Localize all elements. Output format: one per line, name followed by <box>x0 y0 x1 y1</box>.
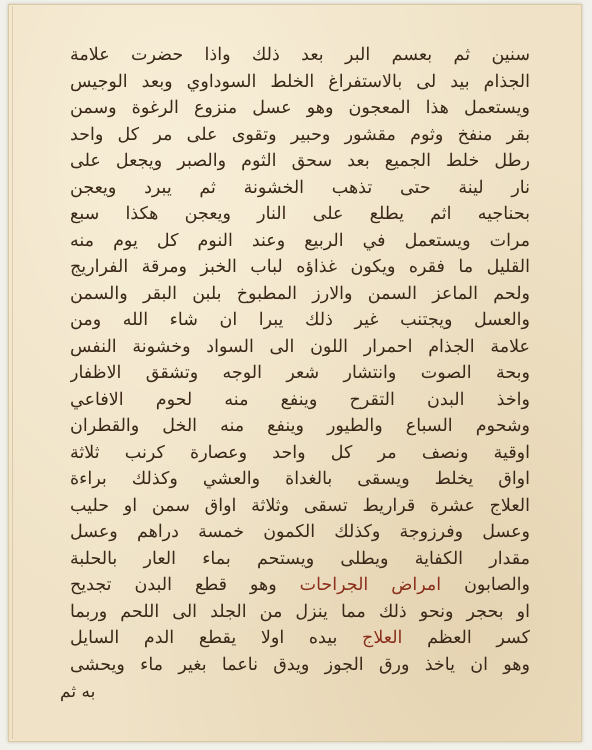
text-line: رطل خلط الجميع بعد سحق الثوم والصبر ويجعل على <box>70 151 530 171</box>
text-line: وشحوم السباع والطيور وينفع منه الخل والقطران <box>70 416 530 436</box>
rubric-text: العلاج <box>362 628 403 648</box>
text-line: بقر منفخ وثوم مقشور وحبير وتقوى على مر كل واحد <box>70 124 530 145</box>
text-line: الجذام بيد لى بالاستفراغ الخلط السوداوي وبعد الوجيس <box>70 71 530 92</box>
text-line: كسر العظم العلاج بيده اولا يقطع الدم السايل <box>70 628 530 648</box>
text-line: والصابون امراض الجراحات وهو قطع البدن تجديح <box>70 575 530 595</box>
text-line: مرات ويستعمل في الربيع وعند النوم كل يوم منه <box>70 230 530 251</box>
text-line: وبحة الصوت وانتشار شعر الوجه وتشقق الاظفار <box>70 363 530 383</box>
text-line: ولحم الماعز السمن والارز المطبوخ بلبن البقر والسمن <box>70 283 530 304</box>
text-line: ويستعمل هذا المعجون وهو عسل منزوع الرغوة وسمن <box>70 98 530 118</box>
text-line: واخذ البدن التقرح وينفع منه لحوم الافاعي <box>70 389 530 410</box>
text-line: اواق يخلط ويسقى بالغداة والعشي وكذلك براءة <box>70 469 530 489</box>
text-line: نار لينة حتى تذهب الخشونة ثم يبرد ويعجن <box>70 177 530 198</box>
text-line: او بحجر ونحو ذلك مما ينزل من الجلد الى اللحم وربما <box>70 601 530 622</box>
text-line: مقدار الكفاية ويطلى ويستحم بماء العار بالحلبة <box>70 548 530 569</box>
text-line: بحناجيه اثم يطلع على النار ويعجن هكذا سبع <box>70 204 530 224</box>
rubric-text: امراض الجراحات <box>299 575 442 595</box>
text-line: والعسل ويجتنب غير ذلك يبرا ان شاء الله ومن <box>70 310 530 330</box>
text-line: العلاج عشرة قراريط تسقى وثلاثة اواق سمن او حليب <box>70 495 530 516</box>
text-line: وهو ان ياخذ ورق الجوز ويدق ناعما بغير ماء ويحشى <box>70 654 530 675</box>
manuscript-page <box>8 4 582 742</box>
text-line: علامة الجذام احمرار اللون الى السواد وخشونة النفس <box>70 336 530 357</box>
text-line: وعسل وفرزوجة وكذلك الكمون خمسة دراهم وعسل <box>70 522 530 542</box>
catchword: به ثم <box>60 682 96 702</box>
text-line: القليل ما فقره ويكون غذاؤه لباب الخبز ومرقة الفراريج <box>70 257 530 277</box>
text-line: اوقية ونصف مر كل واحد وعصارة كرنب ثلاثة <box>70 442 530 463</box>
text-line: سنين ثم بعسم البر بعد ذلك واذا حضرت علامة <box>70 45 530 65</box>
